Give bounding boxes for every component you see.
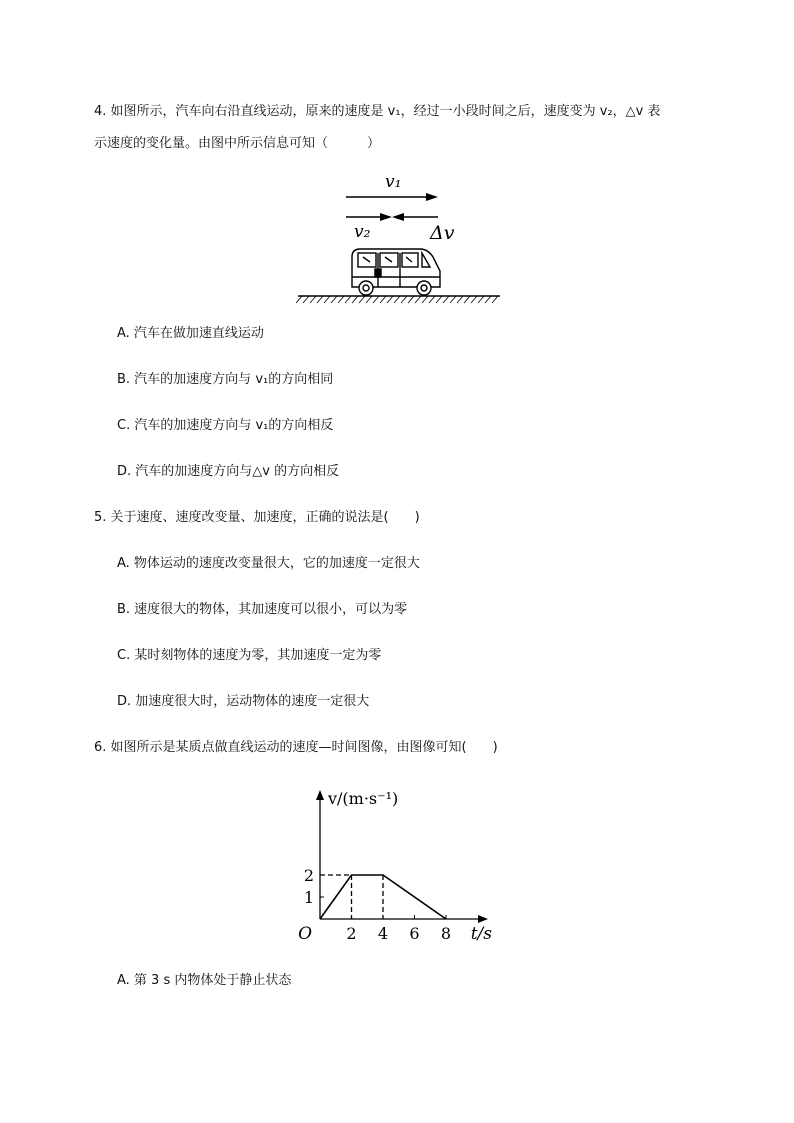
y-axis-arrow bbox=[316, 790, 324, 800]
y-tick-label: 1 bbox=[303, 888, 314, 907]
q4-option-a[interactable]: A. 汽车在做加速直线运动 bbox=[117, 326, 264, 341]
q5-option-b[interactable]: B. 速度很大的物体，其加速度可以很小，可以为零 bbox=[117, 602, 408, 617]
q5-option-a[interactable]: A. 物体运动的速度改变量很大，它的加速度一定很大 bbox=[117, 556, 420, 571]
x-tick-label: 8 bbox=[440, 924, 452, 943]
q6-stem: 6. 如图所示是某质点做直线运动的速度—时间图像，由图像可知( ) bbox=[94, 740, 498, 755]
q5-stem: 5. 关于速度、速度改变量、加速度，正确的说法是( ) bbox=[94, 510, 420, 525]
car-velocity-figure bbox=[290, 165, 510, 305]
v2-label: v₂ bbox=[354, 222, 371, 242]
dv-label: Δv bbox=[430, 222, 455, 244]
x-axis-arrow bbox=[478, 915, 488, 923]
q5-option-c[interactable]: C. 某时刻物体的速度为零，其加速度一定为零 bbox=[117, 648, 382, 663]
q4-option-b[interactable]: B. 汽车的加速度方向与 v₁的方向相同 bbox=[117, 372, 334, 387]
q4-option-c[interactable]: C. 汽车的加速度方向与 v₁的方向相反 bbox=[117, 418, 334, 433]
x-tick-label: 4 bbox=[377, 924, 389, 943]
y-axis-label: v/(m·s⁻¹) bbox=[328, 789, 399, 808]
q4-option-d[interactable]: D. 汽车的加速度方向与△v 的方向相反 bbox=[117, 464, 340, 479]
velocity-series-line bbox=[320, 875, 446, 919]
q4-stem-line2: 示速度的变化量。由图中所示信息可知（ ） bbox=[94, 136, 381, 151]
q5-option-d[interactable]: D. 加速度很大时，运动物体的速度一定很大 bbox=[117, 694, 370, 709]
q6-option-a[interactable]: A. 第 3 s 内物体处于静止状态 bbox=[117, 973, 292, 988]
van-drawing bbox=[352, 249, 440, 295]
v1-label: v₁ bbox=[385, 172, 402, 192]
q4-stem-line1: 4. 如图所示，汽车向右沿直线运动，原来的速度是 v₁，经过一小段时间之后，速度变为 v₂，△v 表 bbox=[94, 104, 661, 119]
x-tick-label: 6 bbox=[409, 924, 420, 943]
x-axis-label: t/s bbox=[470, 924, 492, 944]
velocity-time-chart bbox=[296, 780, 506, 950]
origin-label: O bbox=[298, 924, 312, 944]
x-tick-label: 2 bbox=[346, 924, 357, 943]
ground-line bbox=[296, 296, 500, 303]
y-tick-label: 2 bbox=[303, 866, 314, 885]
